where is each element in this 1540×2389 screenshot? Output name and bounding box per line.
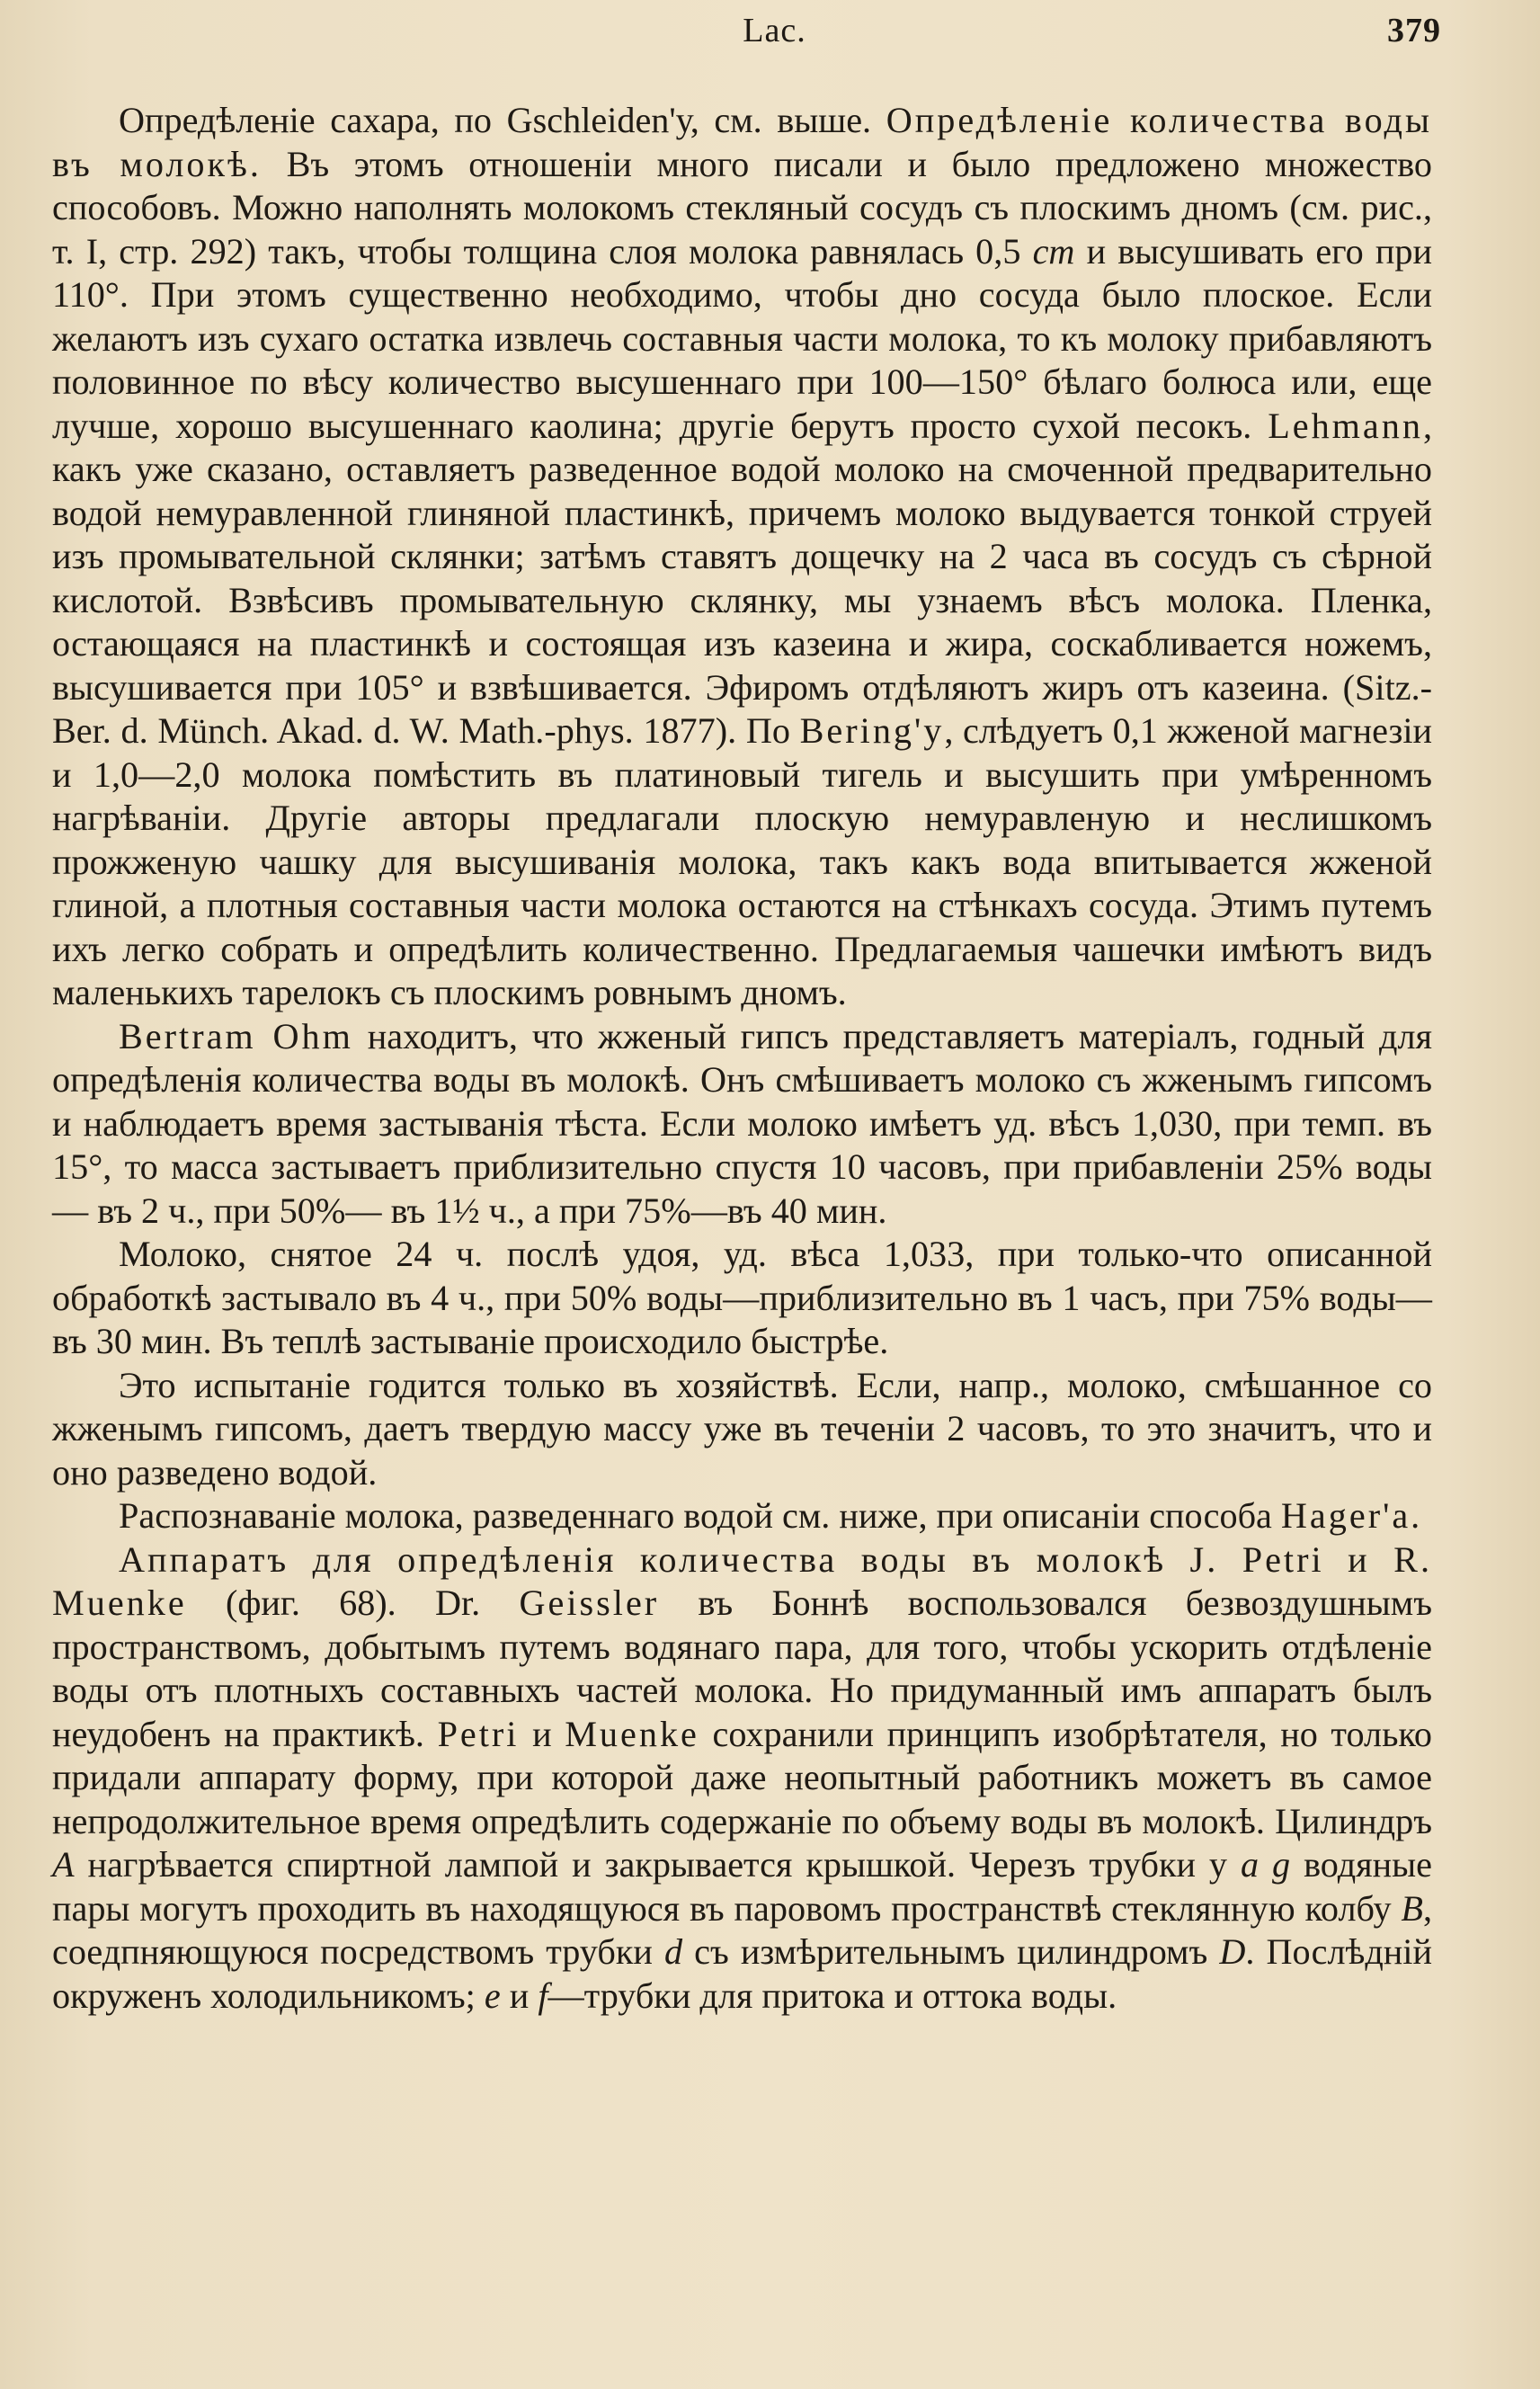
- text-run: и: [519, 1713, 565, 1754]
- text-run: Это испытаніе годится только въ хозяйствѣ. Если, напр., молоко, смѣшанное со жженымъ гипсомъ, даетъ твердую массу уже въ теченіи 2 часовъ, то это значитъ, что и оно разведено водой.: [52, 1364, 1432, 1493]
- text-run: a g: [1240, 1844, 1291, 1885]
- text-run: Распознаваніе молока, разведеннаго водой см. ниже, при описаніи способа: [119, 1495, 1281, 1536]
- text-run: d: [663, 1931, 683, 1972]
- text-run: e: [484, 1974, 501, 2016]
- body-text: [52, 99, 1432, 2018]
- text-run: B: [1401, 1887, 1423, 1929]
- text-run: A: [52, 1844, 75, 1885]
- text-run: Bering'y: [799, 710, 945, 751]
- text-run: . Послѣдній окруженъ холодильникомъ;: [52, 1931, 1432, 2016]
- text-run: сохранили принципъ изобрѣтателя, но только придали аппарату форму, при которой даже неопытный работникъ можетъ въ самое непродолжительное время опредѣлить содержаніе по объему воды въ молокѣ. Цилиндръ: [52, 1713, 1432, 1841]
- text-run: Аппаратъ для опредѣленія количества воды въ молокѣ J. Petri и R. Muenke: [52, 1538, 1432, 1623]
- text-run: Въ этомъ отношеніи много писали и было предложено множество способовъ. Можно наполнять молокомъ стекляный сосудъ съ плоскимъ дномъ (см. рис., т. I, стр. 292) такъ, чтобы толщина слоя молока равнялась 0,5: [52, 143, 1433, 272]
- text-run: .: [1411, 1495, 1420, 1536]
- text-run: f: [538, 1974, 548, 2016]
- paragraph: [52, 1233, 1432, 1364]
- text-run: Geissler: [519, 1582, 660, 1623]
- text-run: (фиг. 68). Dr.: [186, 1582, 520, 1623]
- text-run: Опредѣленіе количества воды въ молокѣ.: [52, 100, 1432, 184]
- running-head: [108, 11, 1441, 56]
- paragraph: [52, 99, 1432, 1015]
- text-run: съ измѣрительнымъ цилиндромъ: [682, 1931, 1220, 1972]
- text-run: Hager'a: [1280, 1495, 1411, 1536]
- text-run: Молоко, снятое 24 ч. послѣ удоя, уд. вѣса 1,033, при только-что описанной обработкѣ застывало въ 4 ч., при 50% воды—приблизительно въ 1 часъ, при 75% воды—въ 30 мин. Въ теплѣ застываніе происходило быстрѣе.: [52, 1234, 1432, 1361]
- text-run: Muenke: [565, 1713, 699, 1754]
- paragraph: [52, 1364, 1432, 1495]
- text-run: Опредѣленіе сахара, по Gschleiden'у, см. выше.: [119, 100, 886, 140]
- text-run: нагрѣвается спиртной лампой и закрывается крышкой. Черезъ трубки у: [74, 1844, 1241, 1885]
- text-run: Petri: [437, 1713, 520, 1754]
- text-run: Lehmann: [1268, 405, 1423, 446]
- text-run: находитъ, что жженый гипсъ представляетъ матеріалъ, годный для опредѣленія количества воды въ молокѣ. Онъ смѣшиваетъ молоко съ жженымъ гипсомъ и наблюдаетъ время застыванія тѣста. Если молоко имѣетъ уд. вѣсъ 1,030, при темп. въ 15°, то масса застываетъ приблизительно спустя 10 часовъ, при прибавленіи 25% воды — въ 2 ч., при 50%— въ 1½ ч., а при 75%—въ 40 мин.: [52, 1015, 1432, 1231]
- paragraph: [52, 1015, 1432, 1234]
- running-title: Lac.: [743, 12, 806, 49]
- text-run: , какъ уже сказано, оставляетъ разведенное водой молоко на смоченной предварительно водой немуравленной глиняной пластинкѣ, причемъ молоко выдувается тонкой струей изъ промывательной склянки; затѣмъ ставятъ дощечку на 2 часа въ сосудъ съ сѣрной кислотой. Взвѣсивъ промывательную склянку, мы узнаемъ вѣсъ молока. Пленка, остающаяся на пластинкѣ и состоящая изъ казеина и жира, соскабливается ножемъ, высушивается при 105° и взвѣшивается. Эфиромъ отдѣляютъ жиръ отъ казеина. (Sitz.-Ber. d. Münch. Akad. d. W. Math.-phys. 1877). По: [52, 405, 1432, 751]
- text-run: , слѣдуетъ 0,1 жженой магнезіи и 1,0—2,0 молока помѣстить въ платиновый тигель и высушить при умѣренномъ нагрѣваніи. Другіе авторы предлагали плоскую немуравленую и неслишкомъ прожженую чашку для высушиванія молока, такъ какъ вода впитывается жженой глиной, а плотныя составныя части молока остаются на стѣнкахъ сосуда. Этимъ путемъ ихъ легко собрать и опредѣлить количественно. Предлагаемыя чашечки имѣютъ видъ маленькихъ тарелокъ съ плоскимъ ровнымъ дномъ.: [52, 710, 1432, 1012]
- text-run: , соедпняющуюся посредствомъ трубки: [52, 1887, 1432, 1972]
- text-run: —трубки для притока и оттока воды.: [547, 1974, 1117, 2016]
- paragraph: [52, 1494, 1432, 1538]
- text-run: D: [1219, 1931, 1246, 1972]
- text-run: водяные пары могутъ проходить въ находящуюся въ паровомъ пространствѣ стеклянную колбу: [52, 1844, 1433, 1929]
- text-run: cm: [1032, 230, 1075, 272]
- text-run: и: [500, 1974, 539, 2016]
- text-run: и высушивать его при 110°. При этомъ существенно необходимо, чтобы дно сосуда было плоское. Если желаютъ изъ сухаго остатка извлечь составныя части молока, то къ молоку прибавляютъ половинное по вѣсу количество высушеннаго при 100—150° бѣлаго болюса или, еще лучше, хорошо высушеннаго каолина; другіе берутъ просто сухой песокъ.: [52, 230, 1432, 446]
- page-number: 379: [1387, 12, 1441, 49]
- paragraph: [52, 1538, 1432, 2019]
- text-run: Bertram Ohm: [119, 1015, 353, 1056]
- text-run: въ Боннѣ воспользовался безвоздушнымъ пространствомъ, добытымъ путемъ водянаго пара, для того, чтобы ускорить отдѣленіе воды отъ плотныхъ составныхъ частей молока. Но придуманный имъ аппаратъ былъ неудобенъ на практикѣ.: [52, 1582, 1433, 1754]
